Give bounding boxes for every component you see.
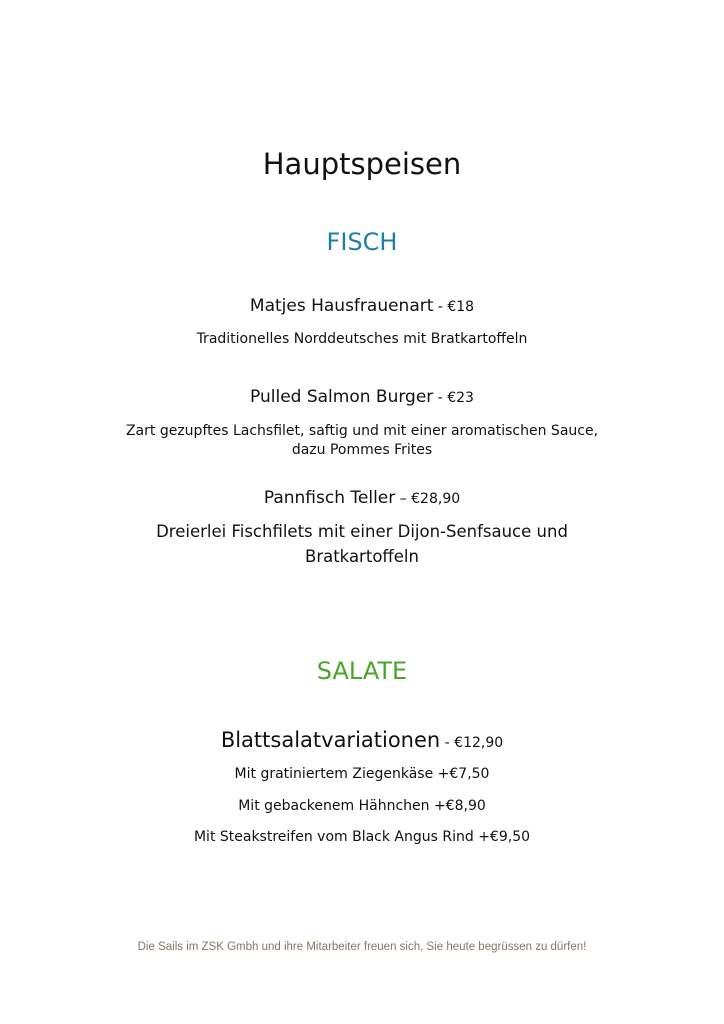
page-title: Hauptspeisen (262, 147, 462, 181)
dish-description: Zart gezupftes Lachsfilet, saftig und mit einer aromatischen Sauce, (125, 423, 599, 439)
dish-description: dazu Pommes Frites (291, 442, 433, 458)
dish-title: Pannfisch Teller (263, 488, 396, 508)
dish-title: Blattsalatvariationen (220, 728, 441, 752)
dish-option: Mit gratiniertem Ziegenkäse +€7,50 (234, 766, 490, 782)
footer-greeting: Die Sails im ZSK Gmbh und ihre Mitarbeiter freuen sich, Sie heute begrüssen zu dürfen! (137, 941, 587, 953)
section-title-fisch: FISCH (326, 228, 398, 256)
dish-name-matjes (0, 294, 724, 319)
dish-price: - €12,90 (440, 735, 504, 751)
dish-description: Dreierlei Fischfilets mit einer Dijon-Senfsauce und (156, 522, 568, 541)
dish-name-pannfisch-teller (0, 486, 724, 511)
dish-price: – €28,90 (395, 491, 461, 507)
dish-name-blattsalatvariationen (0, 726, 724, 757)
dish-title: Matjes Hausfrauenart (249, 296, 434, 316)
dish-description: Traditionelles Norddeutsches mit Bratkartoffeln (196, 331, 528, 347)
dish-price: - €23 (433, 390, 474, 406)
dish-option: Mit gebackenem Hähnchen +€8,90 (238, 798, 486, 814)
dish-name-pulled-salmon-burger (0, 385, 724, 410)
dish-price: - €18 (433, 299, 475, 315)
section-title-salate: SALATE (316, 657, 408, 685)
dish-title: Pulled Salmon Burger (250, 387, 434, 407)
dish-description: Bratkartoffeln (305, 547, 419, 566)
dish-option: Mit Steakstreifen vom Black Angus Rind +€9,50 (193, 829, 531, 845)
